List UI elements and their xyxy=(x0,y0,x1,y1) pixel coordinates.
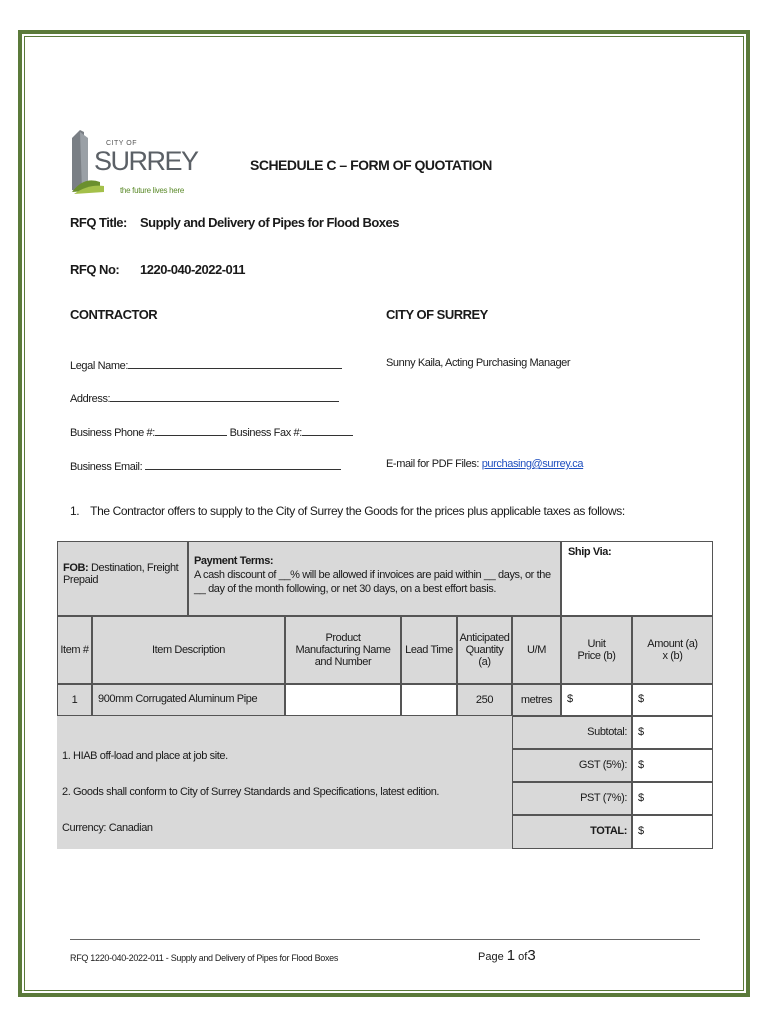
fob-value: Destination, Freight Prepaid xyxy=(63,562,179,586)
row-item-description: 900mm Corrugated Aluminum Pipe xyxy=(92,684,285,716)
row-um: metres xyxy=(512,684,561,716)
footer-page-number xyxy=(478,947,536,964)
city-heading: CITY OF SURREY xyxy=(386,307,488,322)
subtotal-label: Subtotal: xyxy=(512,716,632,749)
gst-label: GST (5%): xyxy=(512,749,632,782)
address-input[interactable] xyxy=(110,390,339,402)
business-fax-label: Business Fax #: xyxy=(229,427,302,439)
row-amount-input[interactable]: $ xyxy=(632,684,713,716)
business-email-input[interactable] xyxy=(145,458,341,470)
ship-via-label: Ship Via: xyxy=(568,546,612,558)
note-currency: Currency: Canadian xyxy=(62,822,153,834)
legal-name-input[interactable] xyxy=(128,357,342,369)
header-quantity: Anticipated Quantity (a) xyxy=(457,616,512,684)
intro-line xyxy=(70,504,625,518)
footer-page-current: 1 xyxy=(506,947,516,964)
quotation-table xyxy=(57,541,713,849)
header-description: Item Description xyxy=(92,616,285,684)
header-lead-time: Lead Time xyxy=(401,616,457,684)
fob-cell xyxy=(57,541,188,616)
note-standards: 2. Goods shall conform to City of Surrey Standards and Specifications, latest edition. xyxy=(62,786,440,798)
address-field[interactable] xyxy=(70,390,339,405)
header-manufacturing: Product Manufacturing Name and Number xyxy=(285,616,401,684)
legal-name-label: Legal Name: xyxy=(70,360,128,372)
legal-name-field[interactable] xyxy=(70,357,342,372)
row-unit-price-input[interactable]: $ xyxy=(561,684,632,716)
row-quantity: 250 xyxy=(457,684,512,716)
row-item-number: 1 xyxy=(57,684,92,716)
footer-page-total: 3 xyxy=(527,947,536,964)
address-label: Address: xyxy=(70,393,111,405)
gst-input[interactable]: $ xyxy=(632,749,713,782)
email-pdf-label: E-mail for PDF Files: xyxy=(386,458,480,470)
footer-doc-title: RFQ 1220-040-2022-011 - Supply and Delivery of Pipes for Flood Boxes xyxy=(70,953,339,963)
header-um: U/M xyxy=(512,616,561,684)
footer-page-prefix: Page xyxy=(478,951,504,963)
pst-input[interactable]: $ xyxy=(632,782,713,815)
business-email-field[interactable] xyxy=(70,458,341,473)
logo-surrey: SURREY xyxy=(94,146,198,176)
logo-tagline: the future lives here xyxy=(120,186,184,195)
payment-terms-cell xyxy=(188,541,561,616)
contractor-heading: CONTRACTOR xyxy=(70,307,158,322)
rfq-title-value: Supply and Delivery of Pipes for Flood Boxes xyxy=(140,215,399,230)
subtotal-input[interactable]: $ xyxy=(632,716,713,749)
fob-label: FOB: xyxy=(63,562,89,574)
business-email-label: Business Email: xyxy=(70,461,143,473)
intro-number: 1. xyxy=(70,504,80,518)
header-unit-price: Unit Price (b) xyxy=(561,616,632,684)
phone-fax-field[interactable] xyxy=(70,424,353,439)
pst-label: PST (7%): xyxy=(512,782,632,815)
total-label: TOTAL: xyxy=(512,815,632,849)
business-phone-input[interactable] xyxy=(155,424,227,436)
payment-terms-text: A cash discount of __% will be allowed if invoices are paid within __ days, or the __ day of the month following, or net 30 days, on a best effort basis. xyxy=(194,569,551,595)
email-pdf-line xyxy=(386,458,583,470)
notes-block xyxy=(57,716,512,849)
payment-terms-label: Payment Terms: xyxy=(194,555,274,567)
rfq-no-label: RFQ No: xyxy=(70,262,120,277)
note-hiab: 1. HIAB off-load and place at job site. xyxy=(62,750,228,762)
rfq-title-label: RFQ Title: xyxy=(70,215,127,230)
rfq-no-value: 1220-040-2022-011 xyxy=(140,262,245,277)
email-pdf-link[interactable]: purchasing@surrey.ca xyxy=(481,458,584,470)
header-amount: Amount (a) x (b) xyxy=(632,616,713,684)
city-contact: Sunny Kaila, Acting Purchasing Manager xyxy=(386,357,571,369)
footer-divider xyxy=(70,939,700,940)
row-lead-time-input[interactable] xyxy=(401,684,457,716)
business-phone-label: Business Phone #: xyxy=(70,427,155,439)
logo-city-of: CITY OF xyxy=(106,140,137,147)
intro-text: The Contractor offers to supply to the City of Surrey the Goods for the prices plus applicable taxes as follows: xyxy=(90,504,625,518)
row-manufacturing-input[interactable] xyxy=(285,684,401,716)
page-title: SCHEDULE C – FORM OF QUOTATION xyxy=(250,157,492,173)
city-of-surrey-logo xyxy=(70,128,198,200)
total-input[interactable]: $ xyxy=(632,815,713,849)
footer-page-of: of xyxy=(518,951,528,963)
business-fax-input[interactable] xyxy=(302,424,353,436)
ship-via-cell[interactable] xyxy=(561,541,713,616)
header-item: Item # xyxy=(57,616,92,684)
